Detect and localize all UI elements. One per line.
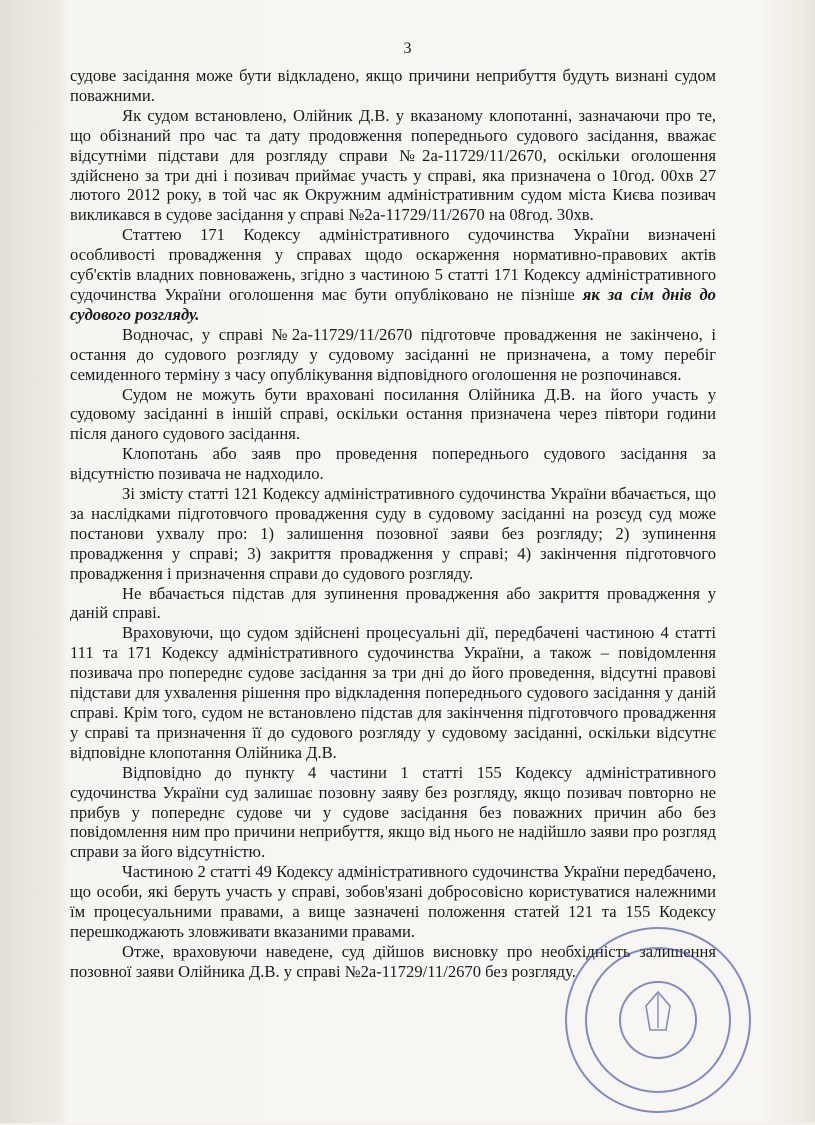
document-body (70, 66, 716, 982)
paragraph-article-171 (70, 225, 716, 325)
paragraph-preparatory-proceedings: Водночас, у справі №2а-11729/11/2670 підготовче провадження не закінчено, і остання до судового розгляду у судовому засіданні не призначена, а тому перебіг семиденного терміну з часу опублікування відповідного оголошення не розпочинався. (70, 324, 716, 384)
paragraph-continuation: судове засідання може бути відкладено, якщо причини неприбуття будуть визнані судом поважними. (70, 66, 716, 105)
paragraph-article-49: Частиною 2 статті 49 Кодексу адміністративного судочинства України передбачено, що особи, які беруть участь у справі, зобов'язані добросовісно користуватися належними їм процесуальними правами, а вище зазначені положення статей 121 та 155 Кодексу перешкоджають зловживати вказаними правами. (70, 862, 716, 941)
paragraph-other-case: Судом не можуть бути враховані посилання Олійника Д.В. на його участь у судовому засіданні в іншій справі, оскільки остання призначена через півтори години після даного судового засідання. (70, 384, 716, 444)
paragraph-article-171-text: Статтею 171 Кодексу адміністративного судочинства України визначені особливості провадження у справах щодо оскарження нормативно-правових актів суб'єктів владних повноважень, згідно з частиною 5 статті 171 Кодексу адміністративного судочинства України оголошення має бути опубліковано не пізніше (70, 225, 716, 304)
page-fold-edge (0, 0, 68, 1123)
court-seal-graphic (528, 920, 758, 1120)
paragraph-conclusion: Отже, враховуючи наведене, суд дійшов висновку про необхідність залишення позовної заяви Олійника Д.В. у справі №2а-11729/11/2670 без розгляду. (70, 941, 716, 981)
paragraph-motion-findings: Як судом встановлено, Олійник Д.В. у вказаному клопотанні, зазначаючи про те, що обізнаний про час та дату продовження попереднього судового засідання, вважає відсутніми підстави для розгляду справи №2а-11729/11/2670, оскільки оголошення здійснено за три дні і позивач приймає участь у справі, яка призначена о 10год. 00хв 27 лютого 2012 року, в той час як Окружним адміністративним судом міста Києва позивач викликався в судове засідання у справі №2а-11729/11/2670 на 08год. 30хв. (70, 105, 716, 225)
paragraph-article-121: Зі змісту статті 121 Кодексу адміністративного судочинства України вбачається, що за наслідками підготовчого провадження суду в судовому засіданні на розсуд суд може постанови ухвалу про: 1) залишення позовної заяви без розгляду; 2) зупинення провадження у справі; 3) закриття провадження у справі; 4) закінчення підготовчого провадження і призначення справи до судового розгляду. (70, 484, 716, 583)
court-seal-stamp (528, 920, 758, 1120)
paragraph-procedural-actions: Враховуючи, що судом здійснені процесуальні дії, передбачені частиною 4 статті 111 та 171 Кодексу адміністративного судочинства України, а також – повідомлення позивача про попереднє судове засідання за три дні до його проведення, відсутні правові підстави для ухвалення рішення про відкладення попереднього судового засідання у даній справі. Крім того, судом не встановлено підстав для закінчення підготовчого провадження у справі та призначення її до судового розгляду у судовому засіданні, оскільки відсутнє відповідне клопотання Олійника Д.В. (70, 623, 716, 762)
paragraph-article-171-emphasis: як за сім днів до судового розгляду. (70, 284, 716, 324)
paragraph-no-grounds: Не вбачається підстав для зупинення провадження або закриття провадження у даній справі. (70, 583, 716, 623)
paragraph-no-motions: Клопотань або заяв про проведення попереднього судового засідання за відсутністю позивача не надходило. (70, 444, 716, 484)
page-number: 3 (403, 40, 412, 57)
paragraph-article-155: Відповідно до пункту 4 частини 1 статті 155 Кодексу адміністративного судочинства України суд залишає позовну заяву без розгляду, якщо позивач повторно не прибув у попереднє судове чи у судове засідання без поважних причин або без повідомлення ним про причини неприбуття, якщо від нього не надійшло заяви про розгляд справи за його відсутністю. (70, 762, 716, 862)
